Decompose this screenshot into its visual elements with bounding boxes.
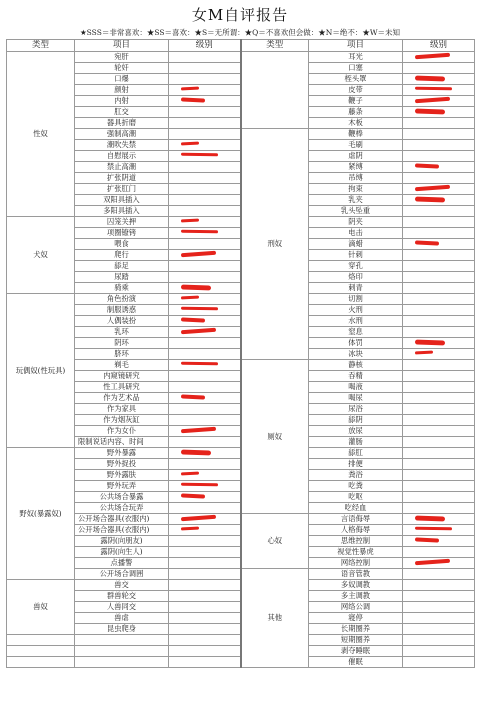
rating-mark xyxy=(181,251,216,257)
right-item-label: 耳光 xyxy=(309,52,403,63)
left-level-cell xyxy=(169,437,241,448)
empty-cell xyxy=(75,635,169,646)
right-level-cell xyxy=(403,382,475,393)
right-level-cell xyxy=(403,316,475,327)
left-level-cell xyxy=(169,481,241,492)
right-category-cell: 其他 xyxy=(241,569,309,668)
empty-cell xyxy=(75,657,169,668)
table-header-row xyxy=(7,40,475,52)
right-item-label: 吞精 xyxy=(309,371,403,382)
right-item-label: 窒息 xyxy=(309,327,403,338)
left-level-cell xyxy=(169,173,241,184)
left-level-cell xyxy=(169,85,241,96)
right-level-cell xyxy=(403,470,475,481)
empty-cell xyxy=(169,646,241,657)
right-item-label: 静核 xyxy=(309,360,403,371)
right-level-cell xyxy=(403,591,475,602)
header-level-right: 级别 xyxy=(403,40,475,52)
left-level-cell xyxy=(169,272,241,283)
left-level-cell xyxy=(169,349,241,360)
left-level-cell xyxy=(169,228,241,239)
right-level-cell xyxy=(403,140,475,151)
right-level-cell xyxy=(403,63,475,74)
left-item-label: 野外暴露 xyxy=(75,448,169,459)
left-level-cell xyxy=(169,107,241,118)
left-level-cell xyxy=(169,162,241,173)
right-level-cell xyxy=(403,173,475,184)
left-item-label: 公共场合暴露 xyxy=(75,492,169,503)
right-level-cell xyxy=(403,338,475,349)
header-category-right: 类型 xyxy=(241,40,309,52)
report-title: 女M自评报告 xyxy=(191,6,289,24)
right-item-label: 穿孔 xyxy=(309,261,403,272)
right-level-cell xyxy=(403,657,475,668)
report-page xyxy=(6,4,474,706)
left-level-cell xyxy=(169,470,241,481)
header-level-left: 级别 xyxy=(169,40,241,52)
right-level-cell xyxy=(403,96,475,107)
right-item-label: 紧缚 xyxy=(309,162,403,173)
right-item-label: 桎头罩 xyxy=(309,74,403,85)
left-level-cell xyxy=(169,492,241,503)
empty-cell xyxy=(169,657,241,668)
rating-mark xyxy=(181,449,211,455)
right-item-label: 阴夹 xyxy=(309,217,403,228)
left-level-cell xyxy=(169,393,241,404)
right-item-label: 毛刷 xyxy=(309,140,403,151)
right-level-cell xyxy=(403,195,475,206)
rating-mark xyxy=(181,527,199,531)
rating-mark xyxy=(415,75,445,81)
right-item-label: 乳夹 xyxy=(309,195,403,206)
right-level-cell xyxy=(403,437,475,448)
right-level-cell xyxy=(403,514,475,525)
left-item-label: 肛交 xyxy=(75,107,169,118)
left-level-cell xyxy=(169,206,241,217)
right-level-cell xyxy=(403,305,475,316)
left-item-label: 阴环 xyxy=(75,338,169,349)
left-level-cell xyxy=(169,327,241,338)
empty-cell xyxy=(75,646,169,657)
right-level-cell xyxy=(403,646,475,657)
rating-mark xyxy=(181,493,205,498)
left-level-cell xyxy=(169,404,241,415)
right-item-label: 剥夺睡眠 xyxy=(309,646,403,657)
left-item-label: 囚笼关押 xyxy=(75,217,169,228)
rating-mark xyxy=(415,163,439,168)
left-item-label: 扩张肛门 xyxy=(75,184,169,195)
left-item-label: 野外露肤 xyxy=(75,470,169,481)
right-level-cell xyxy=(403,283,475,294)
right-level-cell xyxy=(403,569,475,580)
left-item-label: 宛肝 xyxy=(75,52,169,63)
right-item-label: 喝液 xyxy=(309,382,403,393)
table-row xyxy=(7,569,475,580)
left-item-label: 爬行 xyxy=(75,250,169,261)
left-level-cell xyxy=(169,547,241,558)
left-item-label: 制服诱惑 xyxy=(75,305,169,316)
right-level-cell xyxy=(403,580,475,591)
rating-mark xyxy=(181,153,218,157)
empty-cell xyxy=(7,657,75,668)
rating-mark xyxy=(415,108,445,114)
rating-mark xyxy=(181,284,211,290)
right-item-label: 言语侮辱 xyxy=(309,514,403,525)
right-item-label: 多主调教 xyxy=(309,591,403,602)
right-level-cell xyxy=(403,228,475,239)
right-level-cell xyxy=(403,206,475,217)
rating-mark xyxy=(181,97,205,102)
left-level-cell xyxy=(169,63,241,74)
left-level-cell xyxy=(169,580,241,591)
header-item-left: 项目 xyxy=(75,40,169,52)
left-level-cell xyxy=(169,602,241,613)
right-item-label: 人格侮辱 xyxy=(309,525,403,536)
rating-table xyxy=(6,39,475,668)
right-level-cell xyxy=(403,426,475,437)
rating-mark xyxy=(181,427,216,433)
rating-mark xyxy=(181,328,216,334)
left-item-label: 限制说话内容、时间 xyxy=(75,437,169,448)
left-level-cell xyxy=(169,316,241,327)
left-item-label: 潮吹失禁 xyxy=(75,140,169,151)
left-item-label: 剃毛 xyxy=(75,360,169,371)
left-item-label: 作为烟灰缸 xyxy=(75,415,169,426)
right-level-cell xyxy=(403,162,475,173)
right-level-cell xyxy=(403,635,475,646)
right-item-label: 粪浴 xyxy=(309,470,403,481)
right-level-cell xyxy=(403,536,475,547)
left-item-label: 尿踏 xyxy=(75,272,169,283)
rating-legend: ★SSS＝非常喜欢：★SS＝喜欢：★S＝无所谓：★Q＝不喜欢但会做：★N＝绝不：★W＝未知 xyxy=(79,28,401,37)
left-item-label: 项圈镣铐 xyxy=(75,228,169,239)
right-item-label: 视觉性暴虎 xyxy=(309,547,403,558)
left-level-cell xyxy=(169,338,241,349)
left-level-cell xyxy=(169,624,241,635)
right-level-cell xyxy=(403,415,475,426)
right-item-label: 寝停 xyxy=(309,613,403,624)
rating-mark xyxy=(181,394,205,399)
right-item-label: 虐阴 xyxy=(309,151,403,162)
right-level-cell xyxy=(403,107,475,118)
left-level-cell xyxy=(169,118,241,129)
left-level-cell xyxy=(169,283,241,294)
right-category-cell: 刑奴 xyxy=(241,129,309,360)
left-level-cell xyxy=(169,536,241,547)
left-item-label: 喂食 xyxy=(75,239,169,250)
left-category-cell: 野奴(暴露奴) xyxy=(7,448,75,580)
left-item-label: 脐环 xyxy=(75,349,169,360)
left-item-label: 兽虐 xyxy=(75,613,169,624)
right-item-label: 冰块 xyxy=(309,349,403,360)
right-item-label: 吃呕 xyxy=(309,492,403,503)
right-item-label: 体罚 xyxy=(309,338,403,349)
table-row xyxy=(7,360,475,371)
left-level-cell xyxy=(169,525,241,536)
right-category-cell: 心奴 xyxy=(241,514,309,569)
right-item-label: 电击 xyxy=(309,228,403,239)
right-level-cell xyxy=(403,448,475,459)
right-level-cell xyxy=(403,261,475,272)
left-level-cell xyxy=(169,129,241,140)
left-category-cell: 兽奴 xyxy=(7,580,75,635)
right-item-label: 切割 xyxy=(309,294,403,305)
left-item-label: 角色扮演 xyxy=(75,294,169,305)
left-item-label: 口爆 xyxy=(75,74,169,85)
left-level-cell xyxy=(169,503,241,514)
left-item-label: 禁止高潮 xyxy=(75,162,169,173)
right-level-cell xyxy=(403,184,475,195)
rating-mark xyxy=(415,185,450,191)
right-item-label: 喝尿 xyxy=(309,393,403,404)
left-item-label: 野外捉投 xyxy=(75,459,169,470)
right-item-label: 舔阴 xyxy=(309,415,403,426)
rating-mark xyxy=(181,362,218,366)
left-level-cell xyxy=(169,74,241,85)
rating-mark xyxy=(181,483,218,487)
left-level-cell xyxy=(169,382,241,393)
left-level-cell xyxy=(169,239,241,250)
left-item-label: 自慰展示 xyxy=(75,151,169,162)
right-item-label: 滴蜡 xyxy=(309,239,403,250)
right-item-label: 尿浴 xyxy=(309,404,403,415)
rating-mark xyxy=(181,472,199,476)
rating-mark xyxy=(415,515,445,521)
right-level-cell xyxy=(403,492,475,503)
left-item-label: 露阴(向生人) xyxy=(75,547,169,558)
right-item-label: 鞭棒 xyxy=(309,129,403,140)
right-level-cell xyxy=(403,525,475,536)
left-level-cell xyxy=(169,217,241,228)
right-level-cell xyxy=(403,85,475,96)
right-level-cell xyxy=(403,602,475,613)
right-level-cell xyxy=(403,393,475,404)
left-level-cell xyxy=(169,426,241,437)
right-item-label: 催眠 xyxy=(309,657,403,668)
rating-mark xyxy=(415,196,445,202)
right-level-cell xyxy=(403,327,475,338)
right-level-cell xyxy=(403,217,475,228)
right-item-label: 藤条 xyxy=(309,107,403,118)
right-level-cell xyxy=(403,349,475,360)
rating-mark xyxy=(415,97,450,103)
rating-mark xyxy=(415,537,439,542)
rating-mark xyxy=(181,307,218,311)
left-item-label: 点播警 xyxy=(75,558,169,569)
left-category-cell: 性奴 xyxy=(7,52,75,217)
rating-mark xyxy=(181,230,218,234)
left-level-cell xyxy=(169,371,241,382)
left-item-label: 多阳具插入 xyxy=(75,206,169,217)
right-category-cell xyxy=(241,52,309,129)
empty-cell xyxy=(7,646,75,657)
left-item-label: 公开场合器具(衣服内) xyxy=(75,525,169,536)
left-item-label: 公开场合调囲 xyxy=(75,569,169,580)
left-level-cell xyxy=(169,305,241,316)
table-row xyxy=(7,129,475,140)
left-item-label: 舔足 xyxy=(75,261,169,272)
left-level-cell xyxy=(169,294,241,305)
right-level-cell xyxy=(403,404,475,415)
rating-mark xyxy=(415,87,452,91)
right-item-label: 多奴调教 xyxy=(309,580,403,591)
left-item-label: 扩张阴道 xyxy=(75,173,169,184)
left-level-cell xyxy=(169,52,241,63)
right-item-label: 吃经血 xyxy=(309,503,403,514)
right-item-label: 网络控制 xyxy=(309,558,403,569)
rating-mark xyxy=(181,87,199,91)
header-item-right: 项目 xyxy=(309,40,403,52)
right-item-label: 舔肛 xyxy=(309,448,403,459)
left-level-cell xyxy=(169,195,241,206)
rating-mark xyxy=(181,219,199,223)
right-item-label: 乳头坠重 xyxy=(309,206,403,217)
right-item-label: 吃粪 xyxy=(309,481,403,492)
left-level-cell xyxy=(169,250,241,261)
left-level-cell xyxy=(169,569,241,580)
left-item-label: 内射 xyxy=(75,96,169,107)
right-item-label: 烙印 xyxy=(309,272,403,283)
right-item-label: 放尿 xyxy=(309,426,403,437)
rating-mark xyxy=(181,296,199,300)
right-level-cell xyxy=(403,239,475,250)
right-level-cell xyxy=(403,129,475,140)
rating-mark xyxy=(415,559,450,565)
left-item-label: 露阴(向朋友) xyxy=(75,536,169,547)
right-level-cell xyxy=(403,459,475,470)
right-item-label: 短期圈养 xyxy=(309,635,403,646)
right-level-cell xyxy=(403,547,475,558)
left-category-cell: 犬奴 xyxy=(7,217,75,294)
left-level-cell xyxy=(169,448,241,459)
rating-mark xyxy=(415,339,445,345)
empty-cell xyxy=(169,635,241,646)
left-level-cell xyxy=(169,591,241,602)
right-level-cell xyxy=(403,613,475,624)
right-level-cell xyxy=(403,272,475,283)
left-item-label: 公共场合玩弄 xyxy=(75,503,169,514)
rating-mark xyxy=(415,240,439,245)
left-item-label: 颜射 xyxy=(75,85,169,96)
right-level-cell xyxy=(403,503,475,514)
rating-mark xyxy=(415,53,450,59)
right-level-cell xyxy=(403,294,475,305)
left-item-label: 乳环 xyxy=(75,327,169,338)
rating-mark xyxy=(181,317,205,322)
right-item-label: 针刺 xyxy=(309,250,403,261)
table-row xyxy=(7,52,475,63)
right-item-label: 语音管教 xyxy=(309,569,403,580)
left-item-label: 强制高潮 xyxy=(75,129,169,140)
left-level-cell xyxy=(169,184,241,195)
left-item-label: 兽交 xyxy=(75,580,169,591)
rating-mark xyxy=(415,527,452,531)
right-level-cell xyxy=(403,371,475,382)
left-level-cell xyxy=(169,514,241,525)
left-level-cell xyxy=(169,261,241,272)
right-item-label: 木板 xyxy=(309,118,403,129)
empty-cell xyxy=(7,635,75,646)
left-level-cell xyxy=(169,360,241,371)
left-level-cell xyxy=(169,558,241,569)
left-level-cell xyxy=(169,96,241,107)
right-item-label: 网络公调 xyxy=(309,602,403,613)
right-level-cell xyxy=(403,481,475,492)
left-item-label: 性工具研究 xyxy=(75,382,169,393)
right-item-label: 吊缚 xyxy=(309,173,403,184)
left-category-cell: 玩偶奴(性玩具) xyxy=(7,294,75,448)
right-item-label: 长期圈养 xyxy=(309,624,403,635)
left-level-cell xyxy=(169,459,241,470)
right-item-label: 灌肠 xyxy=(309,437,403,448)
right-item-label: 排便 xyxy=(309,459,403,470)
left-item-label: 作为家具 xyxy=(75,404,169,415)
left-item-label: 双阳具插入 xyxy=(75,195,169,206)
left-item-label: 器具折磨 xyxy=(75,118,169,129)
rating-mark xyxy=(415,351,433,355)
right-category-cell: 厕奴 xyxy=(241,360,309,514)
left-item-label: 作为女仆 xyxy=(75,426,169,437)
left-item-label: 作为艺术品 xyxy=(75,393,169,404)
right-level-cell xyxy=(403,52,475,63)
right-item-label: 水刑 xyxy=(309,316,403,327)
right-level-cell xyxy=(403,250,475,261)
left-item-label: 昆虫爬身 xyxy=(75,624,169,635)
right-item-label: 鞭子 xyxy=(309,96,403,107)
right-item-label: 口塞 xyxy=(309,63,403,74)
left-item-label: 内窥镜研究 xyxy=(75,371,169,382)
rating-mark xyxy=(181,515,216,521)
left-item-label: 轮奸 xyxy=(75,63,169,74)
left-level-cell xyxy=(169,151,241,162)
left-item-label: 野外玩弄 xyxy=(75,481,169,492)
header-category-left: 类型 xyxy=(7,40,75,52)
right-level-cell xyxy=(403,118,475,129)
right-level-cell xyxy=(403,151,475,162)
right-item-label: 拘束 xyxy=(309,184,403,195)
right-level-cell xyxy=(403,624,475,635)
left-item-label: 人偶装扮 xyxy=(75,316,169,327)
right-level-cell xyxy=(403,74,475,85)
right-level-cell xyxy=(403,360,475,371)
table-row xyxy=(7,514,475,525)
right-level-cell xyxy=(403,558,475,569)
left-item-label: 骑乘 xyxy=(75,283,169,294)
left-level-cell xyxy=(169,140,241,151)
right-item-label: 思维控制 xyxy=(309,536,403,547)
right-item-label: 火刑 xyxy=(309,305,403,316)
left-item-label: 群兽轮交 xyxy=(75,591,169,602)
right-item-label: 刺青 xyxy=(309,283,403,294)
left-item-label: 人兽同交 xyxy=(75,602,169,613)
right-item-label: 皮带 xyxy=(309,85,403,96)
left-level-cell xyxy=(169,415,241,426)
rating-mark xyxy=(181,142,199,146)
left-item-label: 公开场合器具(衣服内) xyxy=(75,514,169,525)
left-level-cell xyxy=(169,613,241,624)
